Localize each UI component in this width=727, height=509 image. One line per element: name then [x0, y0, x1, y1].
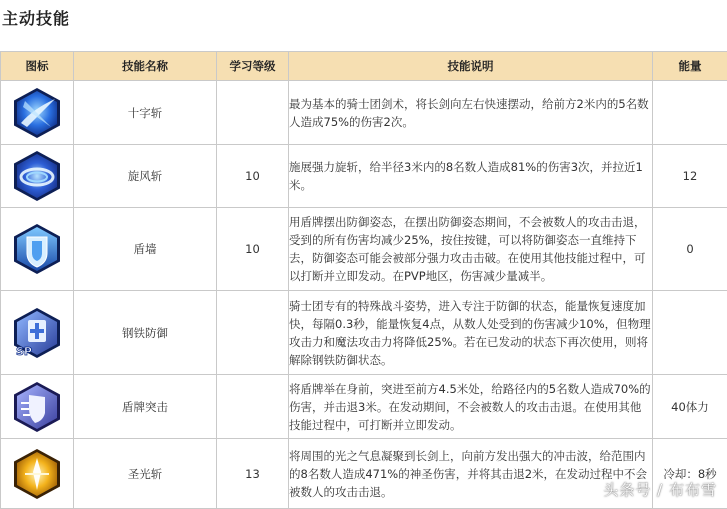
skill-name: 圣光斩 [74, 439, 217, 509]
shield-charge-skill-icon [11, 381, 63, 433]
skill-description: 骑士团专有的特殊战斗姿势，进入专注于防御的状态，能量恢复速度加快，每隔0.3秒，能量恢复4点，从数人处受到的伤害减少10%，但物理攻击力和魔法攻击力将降低25%。若在已发动的状态下再次使用，则将解除钢铁防御状态。 [289, 291, 653, 375]
energy-cost: 12 [653, 145, 727, 208]
header-learn-level: 学习等级 [217, 52, 289, 81]
learn-level [217, 81, 289, 145]
table-row [1, 291, 727, 375]
skill-description: 最为基本的骑士团剑术，将长剑向左右快速摆动，给前方2米内的5名数人造成75%的伤害2次。 [289, 81, 653, 145]
table-header-row [1, 52, 727, 81]
energy-cost [653, 81, 727, 145]
header-skill-description: 技能说明 [289, 52, 653, 81]
skill-description: 将盾牌举在身前，突进至前方4.5米处，给路径内的5名数人造成70%的伤害，并击退3米。在发动期间，不会被数人的攻击击退。在使用其他技能过程中，可打断并立即发动。 [289, 375, 653, 439]
watermark: 头条号 / 布布雪 [603, 479, 717, 500]
iron-defense-skill-icon [11, 307, 63, 359]
page-title: 主动技能 [2, 6, 70, 29]
table-row [1, 145, 727, 208]
skills-table [0, 51, 727, 509]
learn-level: 10 [217, 208, 289, 291]
table-row [1, 208, 727, 291]
shield-wall-skill-icon [11, 223, 63, 275]
holy-light-slash-skill-icon [11, 448, 63, 500]
icon-cell [1, 439, 74, 509]
icon-cell [1, 375, 74, 439]
skill-name: 盾墙 [74, 208, 217, 291]
icon-cell [1, 291, 74, 375]
learn-level: 10 [217, 145, 289, 208]
skill-description: 施展强力旋斩，给半径3米内的8名数人造成81%的伤害3次，并拉近1米。 [289, 145, 653, 208]
skill-name: 十字斩 [74, 81, 217, 145]
table-row [1, 375, 727, 439]
skill-name: 旋风斩 [74, 145, 217, 208]
table-row [1, 81, 727, 145]
energy-cost: 冷却：8秒 [653, 439, 727, 509]
skill-name: 盾牌突击 [74, 375, 217, 439]
icon-cell [1, 145, 74, 208]
whirlwind-slash-skill-icon [11, 150, 63, 202]
learn-level: 13 [217, 439, 289, 509]
skill-description: 将周围的光之气息凝聚到长剑上，向前方发出强大的冲击波，给范围内的8名数人造成471%的神圣伤害，并将其击退2米，在发动过程中不会被数人的攻击击退。 [289, 439, 653, 509]
energy-cost: 0 [653, 208, 727, 291]
energy-cost [653, 291, 727, 375]
energy-cost: 40体力 [653, 375, 727, 439]
icon-cell [1, 208, 74, 291]
skill-name: 钢铁防御 [74, 291, 217, 375]
skill-description: 用盾牌摆出防御姿态，在摆出防御姿态期间，不会被数人的攻击击退，受到的所有伤害均减少25%，按住按键，可以将防御姿态一直维持下去，防御姿态可能会被部分强力攻击击破。在使用其他技能过程中，可以打断并立即发动。在PVP地区，伤害减少量减半。 [289, 208, 653, 291]
header-icon: 图标 [1, 52, 74, 81]
cross-slash-skill-icon [11, 87, 63, 139]
sp-badge: SP [16, 345, 32, 358]
header-energy: 能量 [653, 52, 727, 81]
learn-level [217, 291, 289, 375]
header-skill-name: 技能名称 [74, 52, 217, 81]
icon-cell [1, 81, 74, 145]
learn-level [217, 375, 289, 439]
